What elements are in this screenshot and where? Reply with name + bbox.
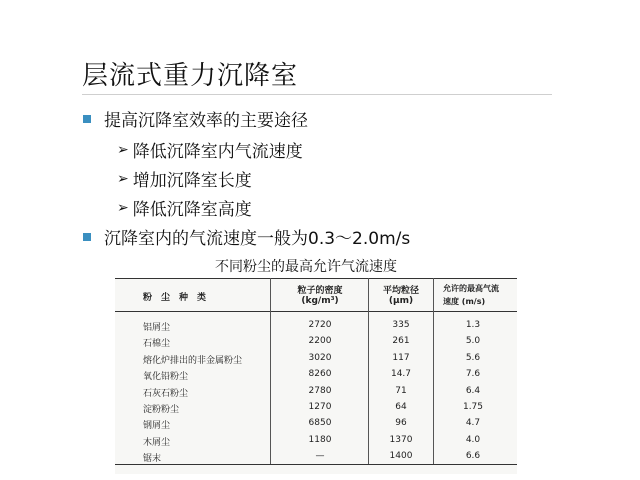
table-caption: 不同粉尘的最高允许气流速度 — [215, 259, 397, 275]
arrow-bullet-icon: ➢ — [117, 170, 129, 187]
row-max-speed: 5.6 — [465, 353, 481, 363]
row-mean-size: 1400 — [389, 451, 413, 461]
row-dust-name: 熔化炉排出的非金属粉尘 — [143, 356, 243, 366]
row-dust-name: 木屑尘 — [143, 438, 171, 448]
row-density: 2780 — [308, 386, 332, 396]
sub-item-text: 增加沉降室长度 — [132, 171, 252, 191]
header-size: 平均粒径 — [382, 286, 419, 296]
row-mean-size: 96 — [395, 418, 407, 428]
dust-velocity-table — [115, 278, 517, 474]
slide-title: 层流式重力沉降室 — [82, 61, 299, 91]
row-dust-name: 石棉尘 — [143, 339, 171, 349]
square-bullet-icon — [83, 233, 91, 241]
row-max-speed: 4.0 — [465, 435, 481, 445]
sub-item-text: 降低沉降室内气流速度 — [132, 142, 303, 162]
table-bottom-rule — [115, 464, 517, 465]
bullet-item — [83, 106, 308, 131]
row-density: 8260 — [308, 369, 332, 379]
sub-item — [117, 166, 252, 191]
header-speed: 允许的最高气流 — [443, 284, 499, 293]
bullet-item — [83, 224, 410, 249]
row-max-speed: 6.4 — [465, 386, 481, 396]
row-density: 1270 — [308, 402, 332, 412]
header-density-unit: (kg/m³) — [301, 296, 339, 306]
row-dust-name: 钢屑尘 — [143, 421, 171, 431]
table-column-divider — [433, 278, 434, 464]
table-header-rule — [115, 311, 517, 312]
row-dust-name: 石灰石粉尘 — [143, 389, 189, 399]
arrow-bullet-icon: ➢ — [117, 141, 129, 158]
table-top-rule — [115, 278, 517, 279]
row-max-speed: 4.7 — [465, 418, 481, 428]
row-dust-name: 锯末 — [143, 454, 162, 464]
row-max-speed: 7.6 — [465, 369, 481, 379]
row-mean-size: 71 — [395, 386, 407, 396]
row-mean-size: 261 — [392, 336, 410, 346]
row-mean-size: 335 — [392, 320, 410, 330]
row-dust-name: 淀粉粉尘 — [143, 405, 180, 415]
header-density: 粒子的密度 — [297, 286, 343, 296]
row-density: 2200 — [308, 336, 332, 346]
row-dust-name: 氧化铅粉尘 — [143, 372, 189, 382]
row-density: 6850 — [308, 418, 332, 428]
row-max-speed: 1.3 — [465, 320, 481, 330]
row-mean-size: 1370 — [389, 435, 413, 445]
row-mean-size: 117 — [392, 353, 410, 363]
row-density: — — [315, 451, 325, 461]
square-bullet-icon — [83, 115, 91, 123]
bullet-text: 提高沉降室效率的主要途径 — [104, 111, 308, 131]
header-speed-unit: 速度 (m/s) — [443, 297, 486, 306]
header-dust-type: 粉 尘 种 类 — [143, 293, 207, 303]
title-divider — [82, 94, 552, 95]
sub-item-text: 降低沉降室高度 — [132, 200, 252, 220]
row-density: 3020 — [308, 353, 332, 363]
row-max-speed: 1.75 — [462, 402, 484, 412]
row-max-speed: 5.0 — [465, 336, 481, 346]
header-size-unit: (μm) — [388, 296, 414, 306]
row-density: 2720 — [308, 320, 332, 330]
row-max-speed: 6.6 — [465, 451, 481, 461]
sub-item — [117, 195, 252, 220]
row-dust-name: 铝屑尘 — [143, 323, 171, 333]
sub-item — [117, 137, 303, 162]
row-density: 1180 — [308, 435, 332, 445]
arrow-bullet-icon: ➢ — [117, 199, 129, 216]
bullet-text: 沉降室内的气流速度一般为0.3～2.0m/s — [104, 229, 411, 249]
row-mean-size: 14.7 — [390, 369, 412, 379]
row-mean-size: 64 — [395, 402, 407, 412]
table-column-divider — [368, 278, 369, 464]
